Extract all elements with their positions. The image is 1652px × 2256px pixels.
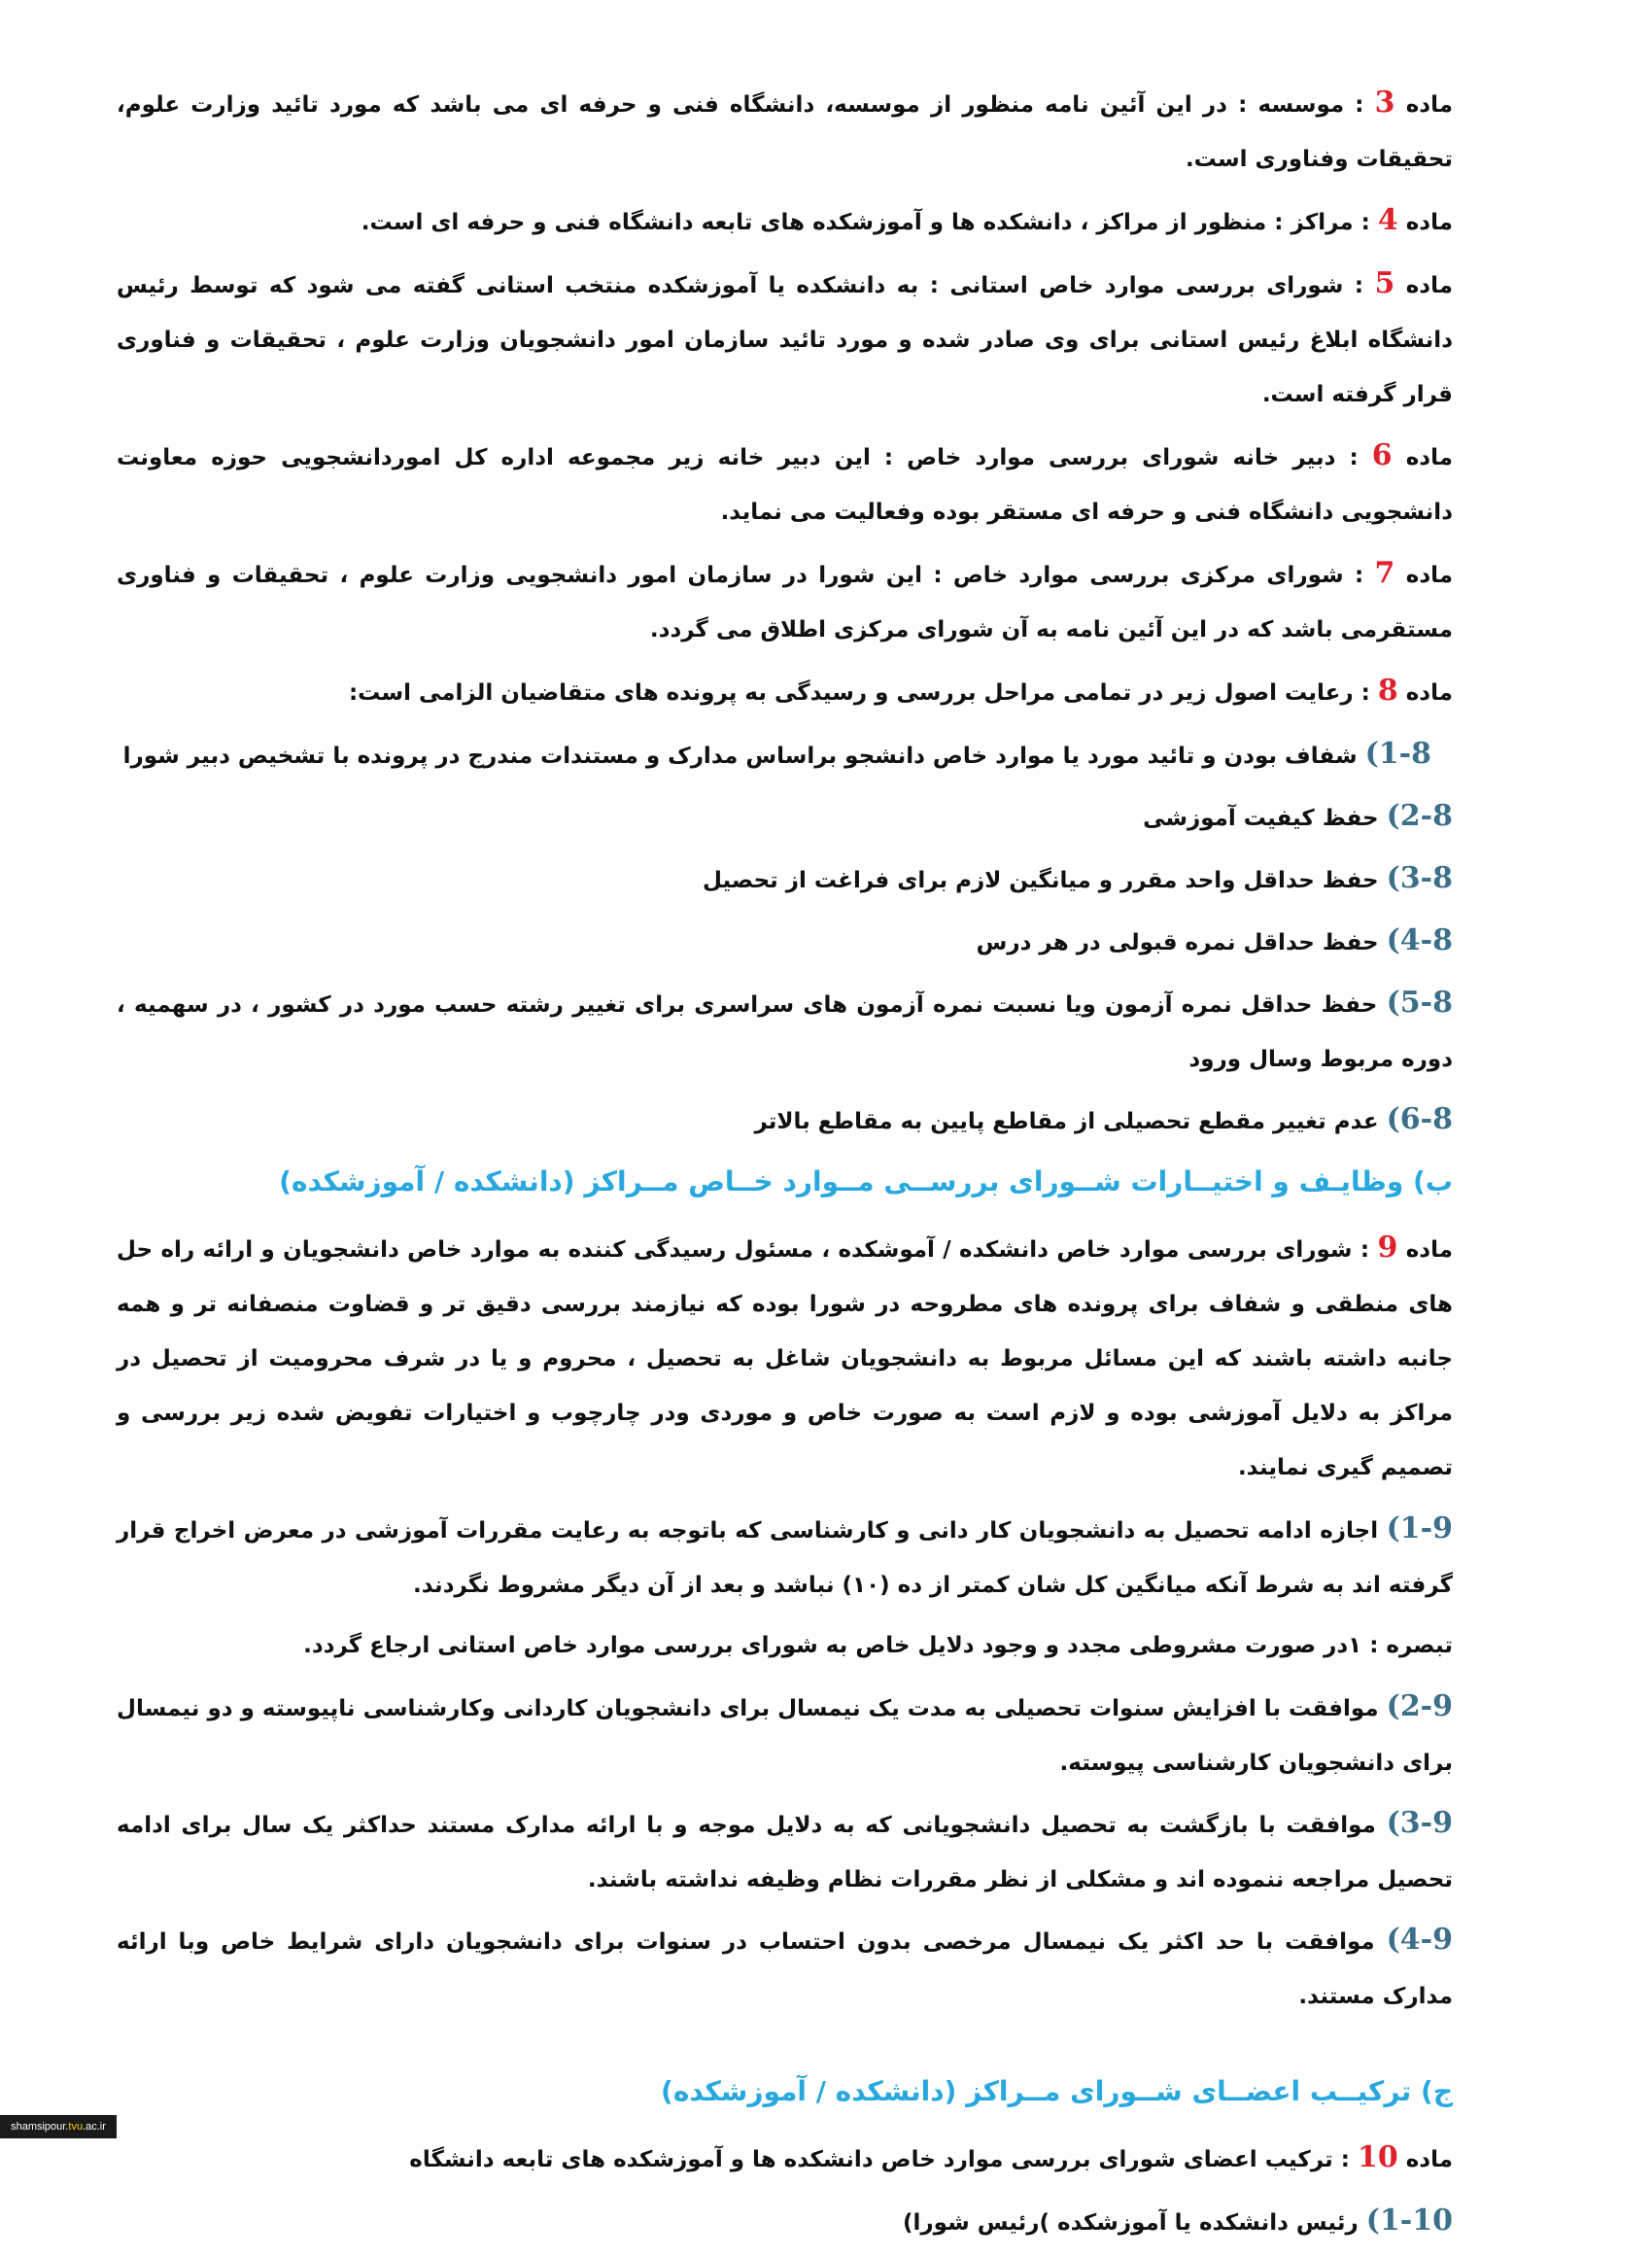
- article-number: 7: [1374, 556, 1395, 590]
- article-10: [117, 2131, 1453, 2187]
- clause-label: 3-8): [1386, 861, 1453, 895]
- clause-label: 2-8): [1386, 799, 1453, 833]
- clause-9-2: [117, 1680, 1453, 1790]
- article-5: [117, 257, 1453, 422]
- clause-label: 3-9): [1386, 1806, 1453, 1840]
- document-page: [117, 76, 1453, 2256]
- clause-label: 4-8): [1386, 923, 1453, 957]
- article-text: : رعایت اصول زیر در تمامی مراحل بررسی و رسیدگی به پرونده های متقاضیان الزامی است:: [348, 680, 1370, 706]
- clause-text: حفظ حداقل نمره آزمون ویا نسبت نمره آزمون های سراسری برای تغییر رشته حسب مورد در کشور ، در سهمیه ، دوره مربوط وسال ورود: [117, 992, 1453, 1072]
- article-3: [117, 76, 1453, 187]
- badge-suffix: .ac.ir: [83, 2121, 106, 2133]
- article-7: [117, 546, 1453, 657]
- clause-text: اجازه ادامه تحصیل به دانشجویان کار دانی و کارشناسی که باتوجه به رعایت مقررات آموزشی در معرض اخراج قرار گرفته اند به شرط آنکه میانگین کل شان کمتر از ده (۱۰) نباشد و بعد از آن دیگر مشروط نگردند.: [117, 1518, 1453, 1598]
- article-8: [117, 664, 1453, 720]
- site-url-badge[interactable]: [0, 2115, 117, 2138]
- clause-8-5: [117, 976, 1453, 1087]
- clause-8-6: [117, 1093, 1453, 1149]
- section-heading-c: ج) ترکیــب اعضــای شــورای مــراکز (دانشکده / آموزشکده): [661, 2075, 1453, 2107]
- clause-text: شفاف بودن و تائید مورد یا موارد خاص دانشجو براساس مدارک و مستندات مندرج در پرونده با تشخیص دبیر شورا: [122, 744, 1358, 769]
- article-label: ماده: [1405, 563, 1454, 588]
- article-9: [117, 1221, 1453, 1495]
- article-text: : مراکز : منظور از مراکز ، دانشکده ها و آموزشکده های تابعه دانشگاه فنی و حرفه ای است.: [361, 210, 1370, 235]
- article-text: : دبیر خانه شورای بررسی موارد خاص : این دبیر خانه زیر مجموعه اداره کل اموردانشجویی حوزه معاونت دانشجویی دانشگاه فنی و حرفه ای مستقر بوده وفعالیت می نماید.: [117, 445, 1453, 525]
- article-label: ماده: [1405, 210, 1453, 235]
- badge-prefix: shamsipour.: [11, 2121, 69, 2133]
- article-number: 9: [1377, 1231, 1398, 1265]
- article-label: ماده: [1405, 680, 1453, 706]
- article-label: ماده: [1405, 1237, 1453, 1263]
- clause-text: حفظ کیفیت آموزشی: [1143, 806, 1379, 831]
- clause-text: عدم تغییر مقطع تحصیلی از مقاطع پایین به مقاطع بالاتر: [754, 1109, 1379, 1134]
- clause-8-2: [117, 789, 1453, 846]
- clause-label: 1-8): [1364, 737, 1431, 771]
- clause-label: 5-8): [1386, 986, 1453, 1020]
- clause-text: موافقت با بازگشت به تحصیل دانشجویانی که به دلایل موجه و با ارائه مدارک مستند حداکثر یک سال برای ادامه تحصیل مراجعه ننموده اند و مشکلی از نظر مقررات نظام وظیفه نداشته باشند.: [117, 1813, 1453, 1892]
- article-number: 8: [1377, 674, 1398, 708]
- article-number: 6: [1371, 438, 1393, 472]
- article-number: 3: [1374, 86, 1395, 120]
- clause-label: 1-10): [1365, 2204, 1453, 2238]
- clause-9-3: [117, 1796, 1453, 1907]
- clause-label: 1-9): [1386, 1511, 1453, 1545]
- spacer: [117, 2030, 1453, 2061]
- article-4: [117, 193, 1453, 250]
- clause-text: موافقت با حد اکثر یک نیمسال مرخصی بدون احتساب در سنوات برای دانشجویان دارای شرایط خاص وبا ارائه مدارک مستند.: [117, 1929, 1453, 2009]
- article-6: [117, 429, 1453, 539]
- clause-text: رئیس دانشکده یا آموزشکده )رئیس شورا): [903, 2210, 1359, 2236]
- clause-9-1: [117, 1502, 1453, 1613]
- clause-8-3: [117, 851, 1453, 908]
- clause-8-1: [117, 727, 1453, 783]
- article-label: ماده: [1405, 2147, 1453, 2172]
- note-9: تبصره : ۱در صورت مشروطی مجدد و وجود دلایل خاص به شورای بررسی موارد خاص استانی ارجاع گردد.: [303, 1633, 1453, 1658]
- clause-label: 6-8): [1386, 1102, 1453, 1136]
- article-text: : ترکیب اعضای شورای بررسی موارد خاص دانشکده ها و آموزشکده های تابعه دانشگاه: [409, 2147, 1350, 2172]
- clause-9-4: [117, 1913, 1453, 2024]
- article-text: : شورای مرکزی بررسی موارد خاص : این شورا در سازمان امور دانشجویی وزارت علوم ، تحقیقات و فناوری مستقرمی باشد که در این آئین نامه به آن شورای مرکزی اطلاق می گردد.: [117, 563, 1453, 642]
- article-text: : شورای بررسی موارد خاص دانشکده / آموشکده ، مسئول رسیدگی کننده به موارد خاص دانشجویان و ارائه راه حل های منطقی و شفاف برای پرونده های مطروحه در شورا بوده که نیازمند بررسی دقیق تر و قضاوت منصفانه تر و همه جانبه داشته باشند که این مسائل مربوط به دانشجویان شاغل به تحصیل ، محروم و یا در شرف محرومیت از تحصیل در مراکز به دلایل آموزشی بوده و لازم است به صورت خاص و موردی ودر چارچوب و اختیارات تفویض شده زیر بررسی و تصمیم گیری نمایند.: [117, 1237, 1453, 1480]
- article-number: 10: [1357, 2140, 1398, 2174]
- article-label: ماده: [1405, 445, 1453, 470]
- clause-text: حفظ حداقل واحد مقرر و میانگین لازم برای فراغت از تحصیل: [703, 868, 1379, 893]
- article-label: ماده: [1405, 92, 1453, 118]
- article-number: 4: [1377, 203, 1398, 237]
- clause-text: موافقت با افزایش سنوات تحصیلی به مدت یک نیمسال برای دانشجویان کاردانی وکارشناسی ناپیوسته و دو نیمسال برای دانشجویان کارشناسی پیوسته.: [117, 1696, 1453, 1776]
- article-number: 5: [1374, 266, 1395, 300]
- section-heading-b: ب) وظایـف و اختیــارات شــورای بررســی مــوارد خــاص مــراکز (دانشکده / آموزشکده): [279, 1165, 1453, 1197]
- clause-label: 4-9): [1386, 1923, 1453, 1957]
- article-text: : شورای بررسی موارد خاص استانی : به دانشکده یا آموزشکده منتخب استانی گفته می شود که توسط رئیس دانشگاه ابلاغ رئیس استانی برای وی صادر شده و مورد تائید سازمان امور دانشجویان وزارت علوم ، تحقیقات و فناوری قرار گرفته است.: [117, 273, 1453, 407]
- article-label: ماده: [1405, 273, 1453, 298]
- clause-8-4: [117, 914, 1453, 970]
- clause-label: 2-9): [1386, 1689, 1454, 1723]
- badge-highlight: tvu: [68, 2121, 84, 2133]
- clause-10-1: [117, 2194, 1453, 2250]
- article-text: : موسسه : در این آئین نامه منظور از موسسه، دانشگاه فنی و حرفه ای می باشد که مورد تائید وزارت علوم، تحقیقات وفناوری است.: [117, 92, 1453, 172]
- clause-text: حفظ حداقل نمره قبولی در هر درس: [976, 930, 1379, 955]
